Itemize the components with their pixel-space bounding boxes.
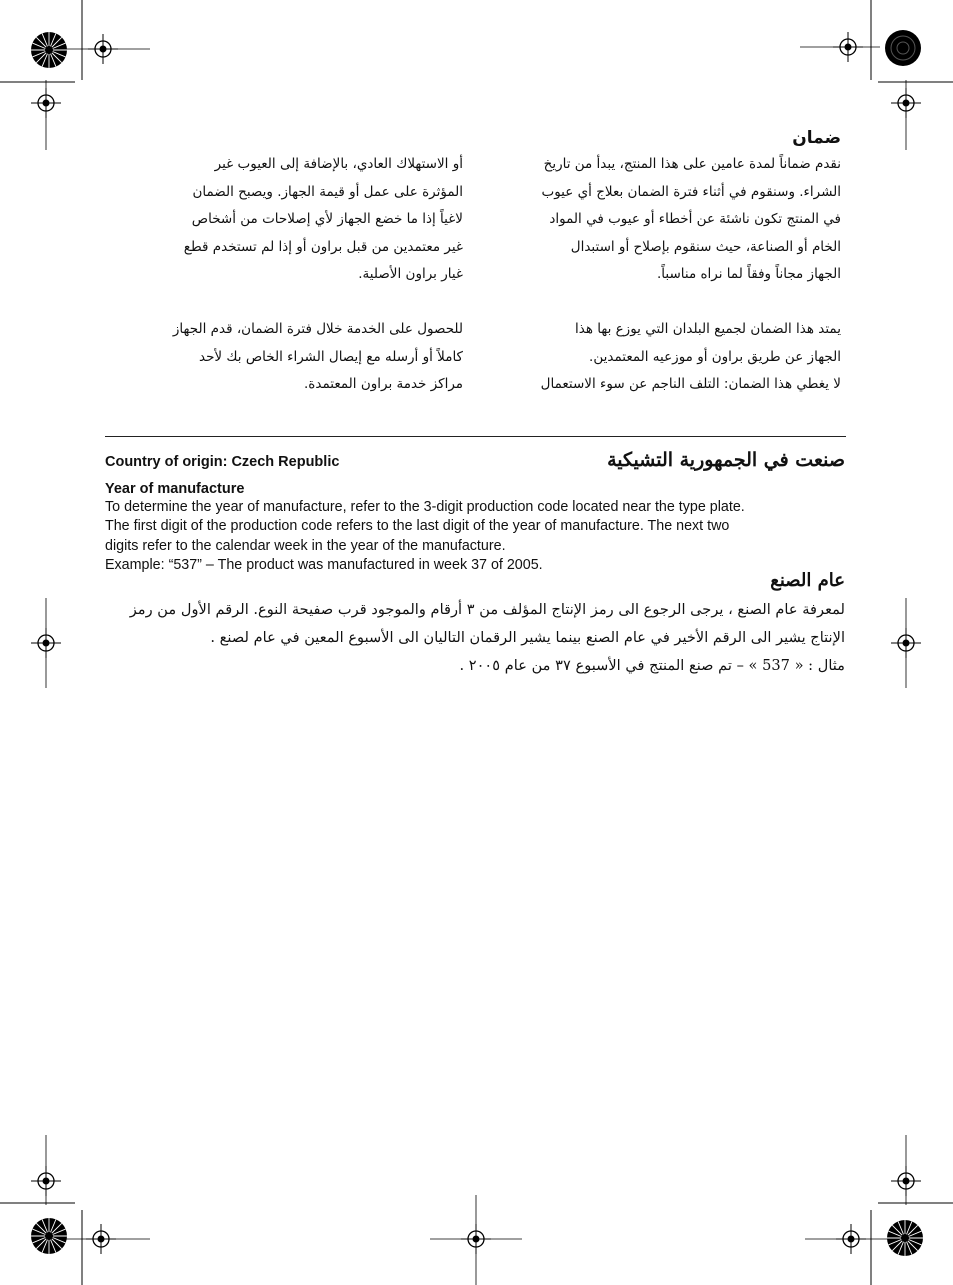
country-of-origin: Country of origin: Czech Republic — [105, 454, 340, 470]
text-line: لمعرفة عام الصنع ، يرجى الرجوع الى رمز الإنتاج المؤلف من ٣ أرقام والموجود قرب صفيحة النوع. الرقم الأول من رمز — [129, 601, 845, 618]
text-line: أو الاستهلاك العادي، بالإضافة إلى العيوب غير — [214, 156, 463, 172]
country-of-origin-ar: صنعت في الجمهورية التشيكية — [607, 449, 845, 471]
text-line: كاملاً أو أرسله مع إيصال الشراء الخاص بك لأحد — [198, 348, 463, 365]
warranty-right-block-2 — [511, 316, 841, 399]
text-line: مراكز خدمة براون المعتمدة. — [304, 376, 463, 392]
warranty-left-block-1 — [133, 151, 463, 289]
text-line: في المنتج تكون ناشئة عن أخطاء أو عيوب في المواد — [549, 211, 841, 227]
text-line: The first digit of the production code refers to the last digit of the year of manufacture. The next two — [105, 518, 730, 535]
warranty-left-block-2 — [133, 316, 463, 399]
text-line: مثال : « 537 » – تم صنع المنتج في الأسبوع ٣٧ من عام ٢٠٠٥ . — [459, 657, 845, 674]
year-of-manufacture-text — [105, 498, 745, 576]
year-of-manufacture-text-ar — [105, 596, 845, 680]
text-line: للحصول على الخدمة خلال فترة الضمان، قدم الجهاز — [172, 321, 463, 337]
text-line: الشراء. وسنقوم في أثناء فترة الضمان بعلاج أي عيوب — [541, 183, 841, 200]
text-line: الجهاز مجاناً وفقاً لما نراه مناسباً. — [656, 266, 841, 282]
text-line: الخام أو الصناعة، حيث سنقوم بإصلاح أو استبدال — [570, 238, 841, 255]
text-line: Example: “537” – The product was manufactured in week 37 of 2005. — [105, 557, 543, 574]
text-line: digits refer to the calendar week in the year of the manufacture. — [105, 537, 506, 554]
text-line: يمتد هذا الضمان لجميع البلدان التي يوزع بها هذا — [574, 321, 841, 337]
text-line: المؤثرة على عمل أو قيمة الجهاز. ويصبح الضمان — [192, 183, 463, 200]
text-line: غيار براون الأصلية. — [358, 266, 463, 282]
text-line: الجهاز عن طريق براون أو موزعيه المعتمدين. — [589, 348, 841, 365]
text-line: نقدم ضماناً لمدة عامين على هذا المنتج، يبدأ من تاريخ — [543, 156, 841, 172]
text-line: الإنتاج يشير الى الرقم الأخير في عام الصنع بينما يشير الرقمان التاليان الى الأسبوع المعين في عام لصنع . — [210, 629, 845, 646]
text-line: To determine the year of manufacture, refer to the 3-digit production code located near the type plate. — [105, 499, 745, 515]
text-line: لاغياً إذا ما خضع الجهاز لأي إصلاحات من أشخاص — [191, 211, 463, 227]
warranty-title: ضمان — [792, 128, 841, 148]
text-line: غير معتمدين من قبل براون أو إذا لم تستخدم قطع — [183, 238, 463, 255]
section-divider — [105, 436, 846, 437]
warranty-right-block-1 — [511, 151, 841, 289]
year-of-manufacture-heading: Year of manufacture — [105, 481, 245, 497]
year-of-manufacture-heading-ar: عام الصنع — [770, 570, 845, 591]
text-line: لا يغطي هذا الضمان: التلف الناجم عن سوء الاستعمال — [540, 376, 841, 392]
